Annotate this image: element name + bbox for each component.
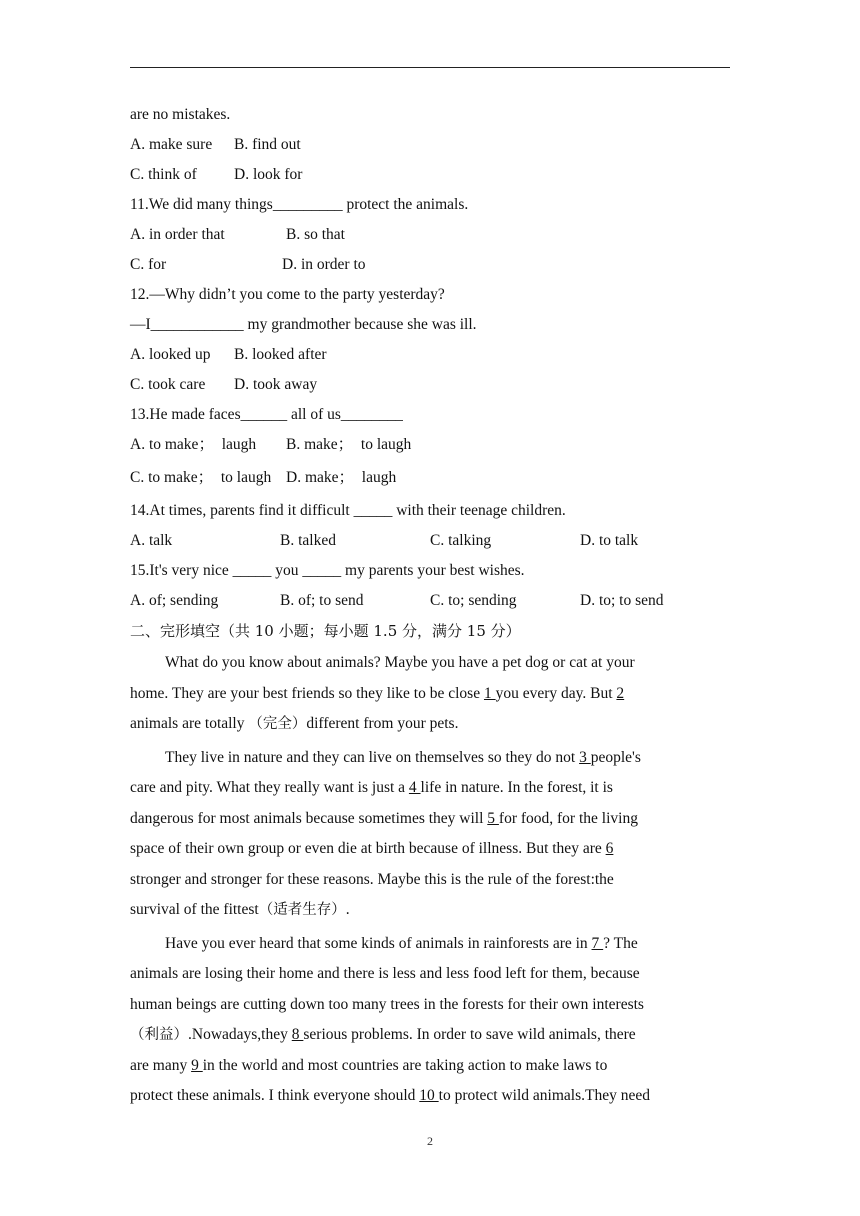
p2-line-2 — [130, 774, 730, 805]
q10-options-row1 — [130, 132, 730, 162]
q12-stem-question: 12.—Why didn’t you come to the party yesterday? — [130, 286, 445, 303]
blank-2: 2 — [616, 684, 625, 702]
p1-text: different from your pets. — [306, 715, 459, 732]
passage-paragraph-1 — [130, 649, 730, 741]
p3-text: Have you ever heard that some kinds of animals in rainforests are in — [165, 934, 592, 952]
q11-stem: 11.We did many things_________ protect the animals. — [130, 196, 469, 213]
q13-stem: 13.He made faces______ all of us________ — [130, 406, 403, 423]
p2-text: for food, for the living — [498, 809, 638, 827]
q14-option-b: B. talked — [280, 532, 336, 549]
q13-options-row2 — [130, 465, 730, 498]
p2-line-4 — [130, 835, 730, 866]
p2-text: They live in nature and they can live on themselves so they do not — [165, 748, 580, 766]
q14-stem: 14.At times, parents find it difficult _____ with their teenage children. — [130, 502, 566, 519]
q11-option-a: A. in order that — [130, 226, 225, 243]
q13-option-a: A. to make； laugh — [130, 436, 257, 453]
q13-options-row1 — [130, 432, 730, 465]
q12-stem-answer: —I____________ my grandmother because she was ill. — [130, 316, 477, 333]
q11-option-b: B. so that — [286, 226, 345, 243]
q15-stem: 15.It's very nice _____ you _____ my parents your best wishes. — [130, 562, 525, 579]
q10-option-a: A. make sure — [130, 136, 213, 153]
p3-text: are many — [130, 1056, 192, 1074]
q13-option-d: D. make； laugh — [286, 469, 397, 486]
passage-paragraph-2 — [130, 744, 730, 927]
p3-text: protect these animals. I think everyone should — [130, 1087, 420, 1104]
p3-line-5 — [130, 1052, 730, 1083]
p1-text: home. They are your best friends so they like to be close — [130, 684, 484, 702]
p2-text: dangerous for most animals because sometimes they will — [130, 809, 488, 827]
p2-text: space of their own group or even die at birth because of illness. But they are — [130, 840, 606, 857]
p3-line-2: animals are losing their home and there is less and less food left for them, because — [130, 965, 640, 982]
p3-text: to protect wild animals.They need — [438, 1087, 650, 1104]
q12-options-row1 — [130, 342, 730, 372]
section-heading-cloze: 二、完形填空（共 10 小题；每小题 1.5 分，满分 15 分） — [130, 622, 521, 640]
blank-5: 5 — [487, 809, 499, 827]
blank-9: 9 — [191, 1056, 203, 1074]
q12-option-d: D. took away — [234, 376, 318, 393]
p3-gloss: （利益） — [130, 1027, 188, 1043]
q11-options-row2 — [130, 252, 730, 282]
p3-line-3: human beings are cutting down too many trees in the forests for their own interests — [130, 995, 644, 1013]
q15-option-c: C. to; sending — [430, 592, 517, 609]
q12-option-b: B. looked after — [234, 346, 327, 363]
blank-1: 1 — [483, 684, 496, 702]
blank-7: 7 — [591, 934, 604, 952]
q14-option-a: A. talk — [130, 532, 173, 549]
p2-line-3 — [130, 805, 730, 836]
q10-option-c: C. think of — [130, 166, 197, 183]
page-number: 2 — [427, 1134, 433, 1148]
blank-4: 4 — [408, 779, 421, 796]
p1-line-2 — [130, 680, 730, 711]
q14-option-c: C. talking — [430, 532, 492, 549]
q11-option-c: C. for — [130, 256, 167, 273]
q14-option-d: D. to talk — [580, 532, 639, 549]
q10-tail: are no mistakes. — [130, 106, 231, 123]
p1-line-1: What do you know about animals? Maybe you have a pet dog or cat at your — [165, 654, 635, 671]
p2-line-5: stronger and stronger for these reasons. Maybe this is the rule of the forest:the — [130, 870, 614, 888]
q10-option-b: B. find out — [234, 136, 301, 153]
q15-options — [130, 588, 730, 618]
p2-line-6 — [130, 896, 730, 927]
q15-option-d: D. to; to send — [580, 592, 664, 609]
q11-options-row1 — [130, 222, 730, 252]
q11-option-d: D. in order to — [282, 256, 366, 273]
q12-option-c: C. took care — [130, 376, 206, 393]
q15-option-a: A. of; sending — [130, 592, 219, 609]
q10-options-row2 — [130, 162, 730, 192]
p2-text: people's — [590, 748, 641, 766]
p2-text: survival of the fittest — [130, 901, 259, 918]
p1-text: animals are totally — [130, 715, 249, 732]
p3-line-1 — [130, 930, 730, 961]
q13-option-b: B. make； to laugh — [286, 436, 412, 453]
blank-10: 10 — [419, 1087, 439, 1104]
p2-line-1 — [130, 744, 730, 775]
blank-6: 6 — [605, 840, 614, 857]
p3-text: ? The — [603, 934, 638, 952]
page-content — [130, 102, 730, 1113]
q15-option-b: B. of; to send — [280, 592, 364, 609]
p3-text: .Nowadays,they — [188, 1026, 292, 1043]
p1-gloss: （完全） — [248, 716, 307, 732]
p3-line-6 — [130, 1082, 730, 1113]
p2-text: care and pity. What they really want is just a — [130, 779, 409, 796]
q12-option-a: A. looked up — [130, 346, 211, 363]
q13-option-c: C. to make； to laugh — [130, 469, 272, 486]
q10-option-d: D. look for — [234, 166, 303, 183]
q12-options-row2 — [130, 372, 730, 402]
p2-gloss: （适者生存） — [258, 902, 346, 918]
p3-line-4 — [130, 1021, 730, 1052]
p3-text: in the world and most countries are taking action to make laws to — [202, 1056, 608, 1074]
p1-text: you every day. But — [495, 684, 617, 702]
header-rule — [130, 67, 730, 68]
p1-line-3 — [130, 710, 730, 741]
p2-text: . — [345, 901, 350, 918]
blank-8: 8 — [291, 1026, 304, 1043]
blank-3: 3 — [579, 748, 591, 766]
p3-text: serious problems. In order to save wild animals, there — [303, 1026, 636, 1043]
p2-text: life in nature. In the forest, it is — [420, 779, 613, 796]
passage-paragraph-3 — [130, 930, 730, 1113]
q14-options — [130, 528, 730, 558]
